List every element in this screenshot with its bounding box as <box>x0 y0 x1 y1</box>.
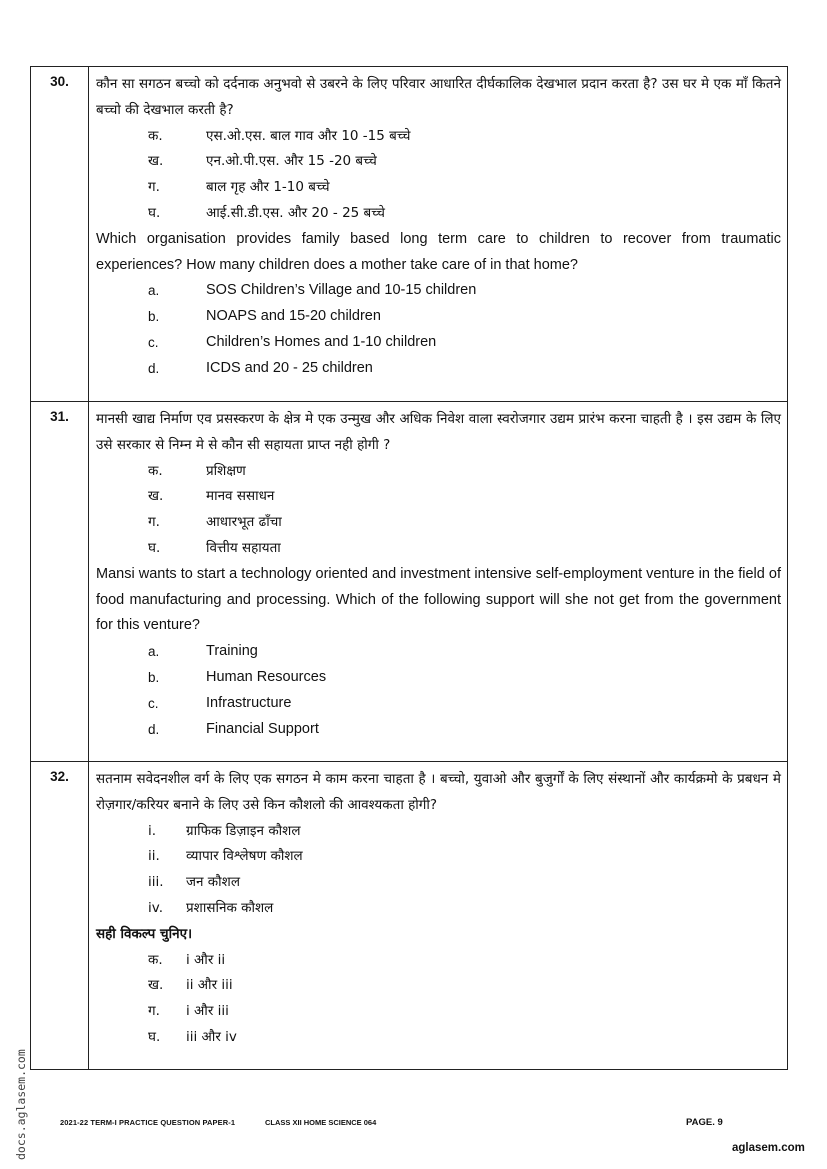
option-text: SOS Children’s Village and 10-15 children <box>206 282 477 299</box>
option-hindi <box>96 201 781 227</box>
option-label: ख. <box>148 153 164 170</box>
instruction-text: सही विकल्प चुनिए। <box>96 925 193 942</box>
question-text-hindi: सतनाम सवेदनशील वर्ग के लिए एक सगठन मे काम करना चाहता है । बच्चो, युवाओ और बुजुर्गों के लिए संस्थानों और कार्यक्रमो के प्रबधन मे रोज़गार/करियर बनाने के लिए उसे किन कौशलो की आवश्यकता होगी? <box>96 771 781 813</box>
question-text-english: Mansi wants to start a technology oriented and investment intensive self-employment venture in the field of food manufacturing and processing. Which of the following support will she not get from the government for this venture? <box>96 565 781 634</box>
option-label: क. <box>148 462 163 479</box>
option-label: घ. <box>148 539 161 556</box>
statement-label: iii. <box>148 874 164 891</box>
option-english <box>96 330 781 356</box>
option-hindi <box>96 948 781 974</box>
option-english <box>96 304 781 330</box>
option-label: d. <box>148 721 160 737</box>
option-label: घ. <box>148 1028 161 1045</box>
option-text: प्रशिक्षण <box>206 462 246 479</box>
option-text: Infrastructure <box>206 694 292 711</box>
option-label: ग. <box>148 179 160 196</box>
footer-class-subject: CLASS XII HOME SCIENCE 064 <box>265 1118 377 1127</box>
question-body <box>89 67 788 402</box>
option-hindi <box>96 1025 781 1051</box>
question-text-hindi: कौन सा सगठन बच्चो को दर्दनाक अनुभवो से उबरने के लिए परिवार आधारित दीर्घकालिक देखभाल प्रदान करता है? उस घर मे एक माँ कितने बच्चो की देखभाल करती है? <box>96 76 781 118</box>
statement-text: व्यापार विश्लेषण कौशल <box>186 848 303 865</box>
option-english <box>96 278 781 304</box>
question-table <box>30 66 788 1070</box>
statement-label: iv. <box>148 899 163 916</box>
question-row-30 <box>31 67 788 402</box>
question-number: 31. <box>31 402 89 762</box>
option-label: ख. <box>148 977 164 994</box>
option-english <box>96 665 781 691</box>
side-watermark: docs.aglasem.com <box>14 1049 28 1160</box>
option-label: क. <box>148 951 163 968</box>
option-text: Financial Support <box>206 720 319 737</box>
option-label: क. <box>148 127 163 144</box>
option-label: b. <box>148 669 160 685</box>
option-hindi <box>96 149 781 175</box>
option-english <box>96 691 781 717</box>
question-text-english: Which organisation provides family based long term care to children to recover from traumatic experiences? How many children does a mother take care of in that home? <box>96 230 781 273</box>
statement-label: i. <box>148 822 157 839</box>
option-text: एन.ओ.पी.एस. और 15 -20 बच्चे <box>206 153 377 170</box>
option-label: ख. <box>148 488 164 505</box>
statement-text: जन कौशल <box>186 874 240 891</box>
option-text: मानव ससाधन <box>206 488 275 505</box>
option-text: Children’s Homes and 1-10 children <box>206 333 437 350</box>
option-hindi <box>96 510 781 536</box>
statement-item <box>96 896 781 922</box>
option-label: घ. <box>148 204 161 221</box>
question-number: 30. <box>31 67 89 402</box>
question-body <box>89 762 788 1070</box>
option-label: ग. <box>148 1003 160 1020</box>
option-label: d. <box>148 360 160 376</box>
option-english <box>96 717 781 743</box>
option-hindi <box>96 484 781 510</box>
question-text-hindi: मानसी खाद्य निर्माण एव प्रसस्करण के क्षेत्र मे एक उन्मुख और अधिक निवेश वाला स्वरोजगार उद्यम प्रारंभ करना चाहती है । इस उद्यम के लिए उसे सरकार से निम्न मे से कौन सी सहायता प्राप्त नही होगी ? <box>96 411 781 453</box>
option-text: NOAPS and 15-20 children <box>206 308 381 325</box>
statement-text: ग्राफिक डिज़ाइन कौशल <box>186 822 301 839</box>
option-hindi <box>96 973 781 999</box>
option-text: वित्तीय सहायता <box>206 539 281 556</box>
statement-label: ii. <box>148 848 160 865</box>
option-label: a. <box>148 283 160 299</box>
option-text: बाल गृह और 1-10 बच्चे <box>206 179 330 196</box>
option-english <box>96 356 781 382</box>
statement-item <box>96 819 781 845</box>
statement-item <box>96 870 781 896</box>
footer-page-number: PAGE. 9 <box>686 1117 723 1128</box>
question-row-31 <box>31 402 788 762</box>
option-hindi <box>96 999 781 1025</box>
option-english <box>96 639 781 665</box>
option-text: Human Resources <box>206 668 327 685</box>
option-label: a. <box>148 644 160 660</box>
option-label: b. <box>148 309 160 325</box>
option-text: ICDS and 20 - 25 children <box>206 359 373 376</box>
option-hindi <box>96 124 781 150</box>
question-body <box>89 402 788 762</box>
option-label: ग. <box>148 514 160 531</box>
footer-site-name: aglasem.com <box>732 1142 805 1154</box>
option-hindi <box>96 175 781 201</box>
question-row-32 <box>31 762 788 1070</box>
footer-paper-title: 2021-22 TERM-I PRACTICE QUESTION PAPER-1 <box>60 1118 236 1127</box>
option-hindi <box>96 459 781 485</box>
option-label: c. <box>148 334 159 350</box>
option-text: ii और iii <box>186 977 233 994</box>
option-text: i और ii <box>186 951 226 968</box>
option-hindi <box>96 536 781 562</box>
statement-item <box>96 844 781 870</box>
option-text: एस.ओ.एस. बाल गाव और 10 -15 बच्चे <box>206 127 411 144</box>
option-text: Training <box>206 643 258 660</box>
option-text: i और iii <box>186 1003 229 1020</box>
option-text: iii और iv <box>186 1028 237 1045</box>
question-number: 32. <box>31 762 89 1070</box>
option-text: आधारभूत ढाँचा <box>206 514 282 531</box>
option-label: c. <box>148 695 159 711</box>
statement-text: प्रशासनिक कौशल <box>186 899 274 916</box>
option-text: आई.सी.डी.एस. और 20 - 25 बच्चे <box>206 204 385 221</box>
